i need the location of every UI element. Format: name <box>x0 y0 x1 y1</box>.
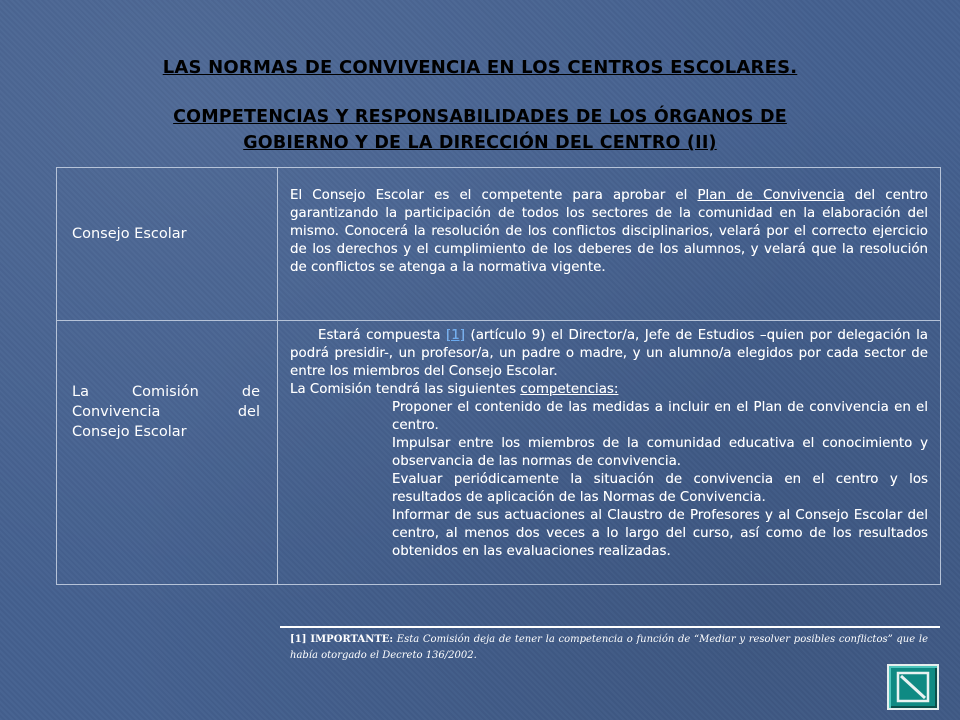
competencias-list <box>392 399 928 561</box>
row1-text-before: El Consejo Escolar es el competente para aprobar el <box>290 188 698 203</box>
footnote-separator <box>280 626 940 628</box>
row2-label-line-2: Convivencia del <box>72 404 260 420</box>
competencias-heading <box>290 381 928 399</box>
footnote-ref-link[interactable]: [1] <box>445 328 465 343</box>
row2-intro <box>290 327 928 381</box>
list-item: Evaluar periódicamente la situación de convivencia en el centro y los resultados de aplicación de las Normas de Convivencia. <box>392 472 928 505</box>
close-x-icon <box>889 666 937 708</box>
row1-label: Consejo Escolar <box>72 226 187 242</box>
plan-de-convivencia-link[interactable]: Plan de Convivencia <box>697 188 845 203</box>
table-row-divider <box>56 320 941 321</box>
row2-label-line-3: Consejo Escolar <box>72 424 187 440</box>
row2-label-line-1: La Comisión de <box>72 384 260 400</box>
list-item: Impulsar entre los miembros de la comunidad educativa el conocimiento y observancia de las normas de convivencia. <box>392 436 928 469</box>
slide-title: LAS NORMAS DE CONVIVENCIA EN LOS CENTROS ESCOLARES. <box>162 57 798 78</box>
close-button[interactable] <box>887 664 939 710</box>
list-item: Informar de sus actuaciones al Claustro de Profesores y al Consejo Escolar del centro, al menos dos veces a lo largo del curso, así como de los resultados obtenidos en las evaluaciones realizadas. <box>392 508 928 559</box>
footnote-lead: [1] IMPORTANTE: <box>290 634 394 645</box>
row2-intro-after: (artículo 9) el Director/a, Jefe de Estudios –quien por delegación la podrá presidir-, un profesor/a, un padre o madre, y un alumno/a elegidos por cada sector de entre los miembros del Consejo Escolar. <box>290 328 928 379</box>
competencias-label: competencias: <box>520 382 619 397</box>
row1-description <box>290 187 928 277</box>
list-item: Proponer el contenido de las medidas a incluir en el Plan de convivencia en el centro. <box>392 400 928 433</box>
competencias-before: La Comisión tendrá las siguientes <box>290 382 521 397</box>
row1-text-after: del centro garantizando la participación de todos los sectores de la comunidad en la elaboración del mismo. Conocerá la resolución de los conflictos disciplinarios, velará por el correcto ejercicio de los derechos y el cumplimiento de los deberes de los alumnos, y velará que la resolución de conflictos se atenga a la normativa vigente. <box>290 188 928 275</box>
row2-intro-before: Estará compuesta <box>318 328 446 343</box>
slide-subtitle-line-2: GOBIERNO Y DE LA DIRECCIÓN DEL CENTRO (II) <box>243 133 717 153</box>
row2-description <box>290 327 928 561</box>
footnote <box>290 632 928 664</box>
row2-label <box>72 382 260 442</box>
footnote-text: Esta Comisión deja de tener la competencia o función de “Mediar y resolver posibles conflictos” que le había otorgado el Decreto 136/2002. <box>290 634 928 661</box>
table-column-divider <box>277 167 278 585</box>
slide-subtitle-line-1: COMPETENCIAS Y RESPONSABILIDADES DE LOS ÓRGANOS DE <box>173 107 787 127</box>
